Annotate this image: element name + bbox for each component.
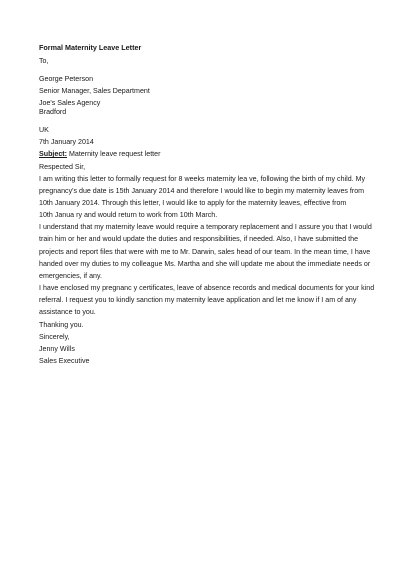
body-line: I understand that my maternity leave would require a temporary replacement and I assure you that I would: [39, 223, 372, 231]
body-line: I have enclosed my pregnanc y certificates, leave of absence records and medical documents for your kind: [39, 284, 375, 292]
letter-title: Formal Maternity Leave Letter: [39, 43, 142, 52]
salutation-to: To,: [39, 57, 49, 65]
body-line: projects and report files that were with me to Mr. Darwin, sales head of our team. In the mean time, I have: [39, 248, 371, 256]
greeting: Respected Sir,: [39, 163, 86, 171]
recipient-name: George Peterson: [39, 75, 94, 83]
recipient-city: Bradford: [39, 108, 67, 116]
subject-label: Subject:: [39, 150, 67, 158]
body-line: emergencies, if any.: [39, 272, 102, 280]
subject-line: [39, 151, 160, 158]
body-line: pregnancy's due date is 15th January 2014 and therefore I would like to begin my maternity leaves from: [39, 187, 365, 195]
body-line: Thanking you.: [39, 321, 84, 329]
body-line: assistance to you.: [39, 308, 96, 316]
body-line: 10th Janua ry and would return to work from 10th March.: [39, 211, 218, 219]
recipient-position: Senior Manager, Sales Department: [39, 87, 150, 95]
body-line: I am writing this letter to formally request for 8 weeks maternity lea ve, following the birth of my child. My: [39, 175, 366, 183]
sender-name: Jenny Wills: [39, 345, 75, 353]
body-line: referral. I request you to kindly sanction my maternity leave application and let me know if I am of any: [39, 296, 357, 304]
body-line: train him or her and would update the duties and responsibilities, if needed. Also, I have submitted the: [39, 235, 359, 243]
sender-position: Sales Executive: [39, 357, 90, 365]
body-line: 10th January 2014. Through this letter, I would like to apply for the maternity leaves, effective from: [39, 199, 347, 207]
recipient-company: Joe's Sales Agency: [39, 99, 101, 107]
country: UK: [39, 126, 49, 134]
body-line: handed over my duties to my colleague Ms. Martha and she will update me about the immediate needs or: [39, 260, 371, 268]
subject-text: Maternity leave request letter: [68, 150, 161, 158]
closing: Sincerely,: [39, 333, 70, 341]
letter-date: 7th January 2014: [39, 138, 94, 146]
